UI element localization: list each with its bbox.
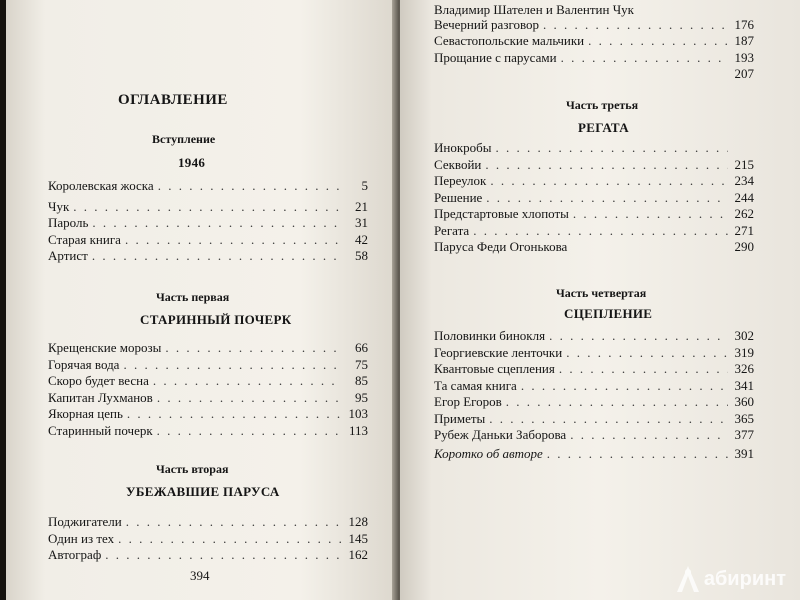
intro-toc xyxy=(48,178,368,265)
toc-entry: Секвойи . . . 215 xyxy=(434,157,754,174)
toc-entry: Владимир Шателен и Валентин Чук xyxy=(434,2,634,17)
part2-label: Часть вторая xyxy=(156,462,229,476)
toc-entry: Артист . . . 58 xyxy=(48,248,368,265)
toc-entry: Королевская жоска . . . 5 xyxy=(48,178,368,195)
part2-toc xyxy=(48,514,368,564)
labirint-logo-icon xyxy=(675,564,701,594)
part3-toc xyxy=(434,140,754,256)
toc-entry: Старинный почерк . . . 113 xyxy=(48,423,368,440)
toc-entry: Автограф . . . 162 xyxy=(48,547,368,564)
part1-label: Часть первая xyxy=(156,290,230,304)
part4-label: Часть четвертая xyxy=(556,286,647,300)
toc-entry: Скоро будет весна . . . 85 xyxy=(48,373,368,390)
toc-entry: Чук . . . 21 xyxy=(48,199,368,216)
toc-entry: Переулок . . . 234 xyxy=(434,173,754,190)
toc-entry: Инокробы . . . xyxy=(434,140,754,157)
toc-entry: Георгиевские ленточки . . . 319 xyxy=(434,345,754,362)
toc-entry: Севастопольские мальчики . . . 187 xyxy=(434,33,754,50)
toc-entry: Приметы . . . 365 xyxy=(434,411,754,428)
toc-entry: Якорная цепь . . . 103 xyxy=(48,406,368,423)
about-author-entry: Коротко об авторе . . . 391 xyxy=(434,446,754,463)
toc-entry: Поджигатели . . . 128 xyxy=(48,514,368,531)
toc-heading: ОГЛАВЛЕНИЕ xyxy=(118,92,228,108)
part4-title: СЦЕПЛЕНИЕ xyxy=(564,306,653,321)
right-page xyxy=(400,0,800,600)
intro-label: Вступление xyxy=(152,132,216,146)
watermark xyxy=(675,564,786,594)
continued-toc xyxy=(434,2,754,83)
toc-entry: Прощание с парусами . . . 193 xyxy=(434,50,754,67)
toc-entry: Рубеж Даньки Заборова . . . 377 xyxy=(434,427,754,444)
part1-toc xyxy=(48,340,368,439)
toc-entry: 207 xyxy=(734,66,754,81)
toc-entry: Паруса Феди Огонькова 290 xyxy=(434,239,754,254)
toc-entry: Капитан Лухманов . . . 95 xyxy=(48,390,368,407)
left-page xyxy=(6,0,398,600)
toc-entry: Горячая вода . . . 75 xyxy=(48,357,368,374)
toc-entry: Квантовые сцепления . . . 326 xyxy=(434,361,754,378)
toc-entry: Предстартовые хлопоты . . . 262 xyxy=(434,206,754,223)
part4-toc xyxy=(434,328,754,462)
part2-title: УБЕЖАВШИЕ ПАРУСА xyxy=(126,484,280,499)
toc-entry: Крещенские морозы . . . 66 xyxy=(48,340,368,357)
page-number-left: 394 xyxy=(190,568,210,583)
part3-title: РЕГАТА xyxy=(578,120,629,135)
toc-entry: Половинки бинокля . . . 302 xyxy=(434,328,754,345)
toc-entry: Старая книга . . . 42 xyxy=(48,232,368,249)
toc-entry: Та самая книга . . . 341 xyxy=(434,378,754,395)
toc-entry: Пароль . . . 31 xyxy=(48,215,368,232)
toc-entry: Вечерний разговор . . . 176 xyxy=(434,17,754,34)
watermark-text: абиринт xyxy=(703,567,786,590)
part3-label: Часть третья xyxy=(566,98,639,112)
toc-entry: Регата . . . 271 xyxy=(434,223,754,240)
toc-entry: Один из тех . . . 145 xyxy=(48,531,368,548)
intro-title: 1946 xyxy=(178,155,206,170)
part1-title: СТАРИННЫЙ ПОЧЕРК xyxy=(140,312,292,327)
toc-entry: Решение . . . 244 xyxy=(434,190,754,207)
toc-entry: Егор Егоров . . . 360 xyxy=(434,394,754,411)
